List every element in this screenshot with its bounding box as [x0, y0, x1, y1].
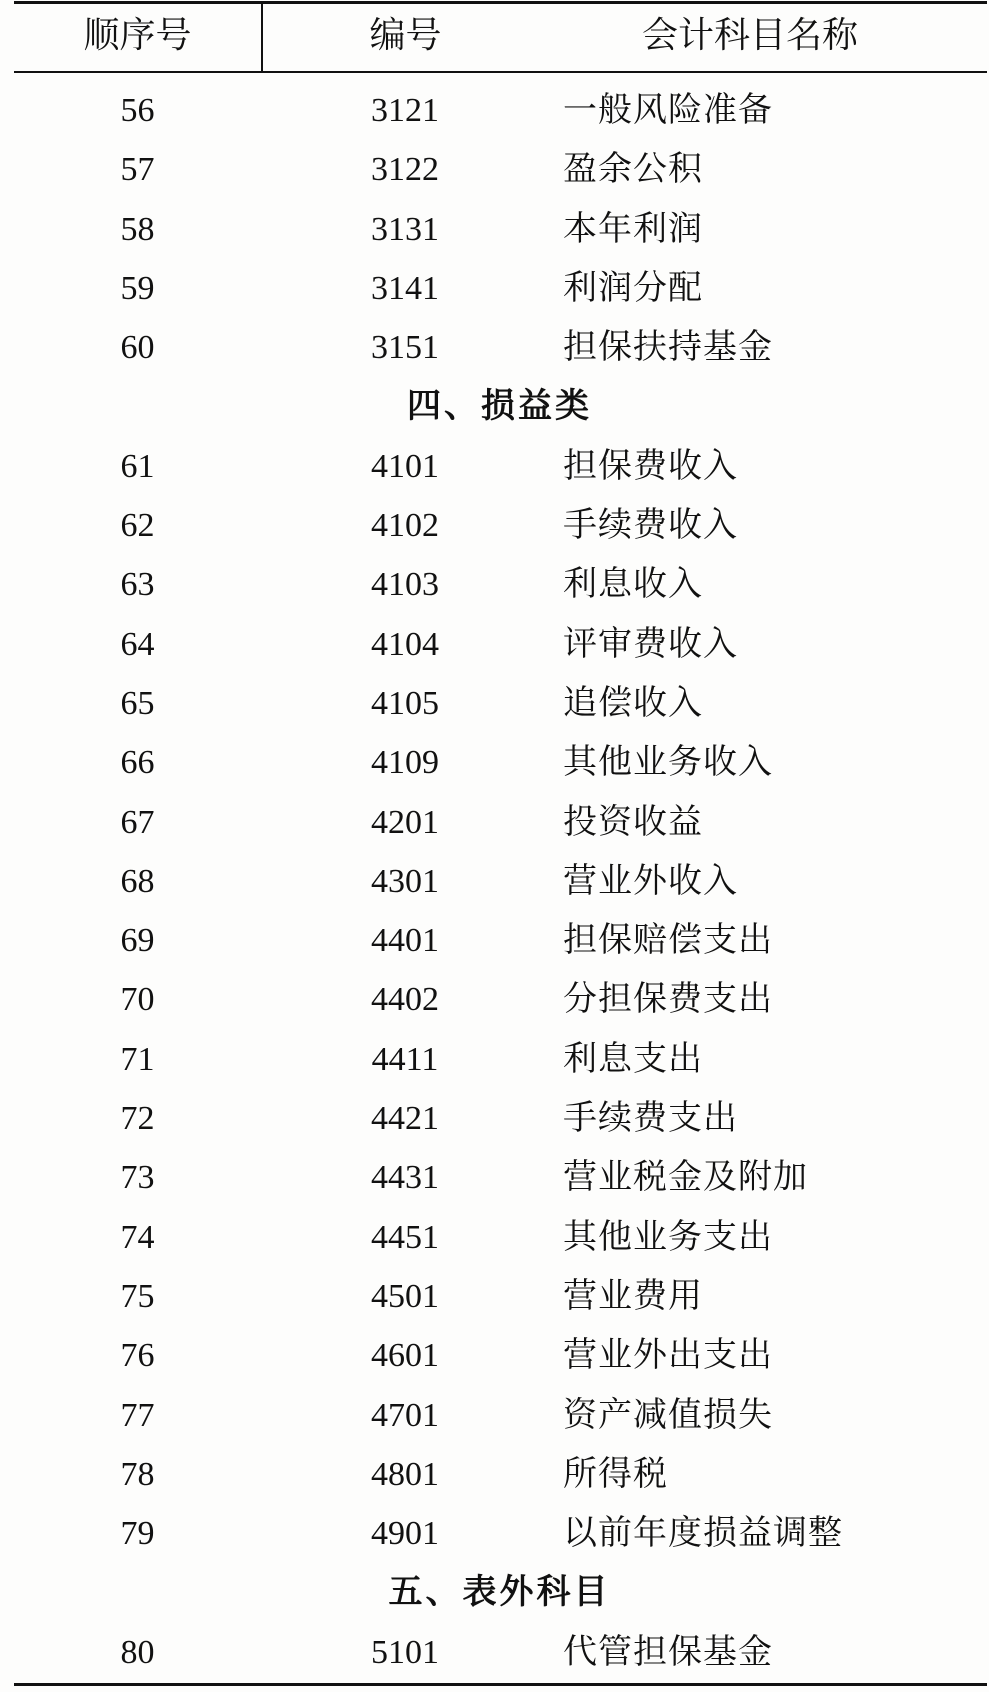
account-code-cell: 3122 [371, 151, 439, 189]
account-code-cell: 5101 [371, 1633, 439, 1671]
account-name-cell: 其他业务支出 [563, 1216, 773, 1257]
header-bottom-rule [14, 71, 987, 73]
table-row [0, 81, 989, 140]
account-name-cell: 利息收入 [563, 564, 703, 605]
account-name-cell: 评审费收入 [563, 623, 738, 664]
account-name-cell: 营业外出支出 [563, 1335, 773, 1376]
section-heading-row [0, 1563, 989, 1622]
table-row [0, 1030, 989, 1089]
table-row [0, 615, 989, 674]
sequence-number-cell: 56 [120, 92, 155, 129]
table-row [0, 140, 989, 199]
account-name-cell: 以前年度损益调整 [563, 1513, 843, 1554]
section-heading-row [0, 377, 989, 436]
account-code-cell: 3121 [371, 92, 439, 129]
sequence-number-cell: 76 [120, 1337, 155, 1375]
table-row [0, 911, 989, 970]
account-name-cell: 资产减值损失 [563, 1394, 773, 1435]
account-code-cell: 4801 [371, 1455, 439, 1493]
table-row [0, 852, 989, 911]
account-code-cell: 4301 [371, 862, 439, 900]
account-code-cell: 4701 [371, 1396, 439, 1434]
account-code-cell: 4103 [371, 566, 439, 604]
table-row [0, 970, 989, 1029]
account-code-cell: 4104 [371, 625, 439, 663]
account-name-cell: 其他业务收入 [563, 742, 773, 783]
sequence-number-cell: 66 [120, 744, 155, 782]
sequence-number-cell: 61 [120, 447, 155, 485]
table-row [0, 437, 989, 496]
account-name-cell: 手续费收入 [563, 505, 738, 546]
header-account-name: 会计科目名称 [641, 15, 858, 56]
account-name-cell: 手续费支出 [563, 1098, 738, 1139]
sequence-number-cell: 62 [120, 507, 155, 545]
account-name-cell: 营业税金及附加 [563, 1157, 808, 1198]
table-body [0, 81, 989, 1682]
table-row [0, 496, 989, 555]
sequence-number-cell: 74 [120, 1218, 155, 1256]
table-row [0, 733, 989, 792]
account-code-cell: 4105 [371, 684, 439, 722]
table-row [0, 1208, 989, 1267]
account-name-cell: 营业费用 [563, 1275, 703, 1316]
table-row [0, 793, 989, 852]
account-code-cell: 4901 [371, 1515, 439, 1553]
table-row [0, 555, 989, 614]
table-row [0, 259, 989, 318]
account-name-cell: 投资收益 [563, 801, 703, 842]
sequence-number-cell: 67 [120, 803, 155, 841]
account-code-cell: 4109 [371, 744, 439, 782]
sequence-number-cell: 69 [120, 922, 155, 960]
table-row [0, 1326, 989, 1385]
table-row [0, 200, 989, 259]
sequence-number-cell: 64 [120, 625, 155, 663]
sequence-number-cell: 72 [120, 1100, 155, 1138]
account-name-cell: 分担保费支出 [563, 979, 773, 1020]
table-row [0, 1504, 989, 1563]
account-name-cell: 利息支出 [563, 1038, 703, 1079]
account-code-cell: 3141 [371, 269, 439, 307]
sequence-number-cell: 65 [120, 684, 155, 722]
sequence-number-cell: 59 [120, 269, 155, 307]
sequence-number-cell: 77 [120, 1396, 155, 1434]
account-code-cell: 4402 [371, 981, 439, 1019]
account-code-cell: 4201 [371, 803, 439, 841]
account-name-cell: 盈余公积 [563, 149, 703, 190]
sequence-number-cell: 57 [120, 151, 155, 189]
sequence-number-cell: 68 [120, 862, 155, 900]
account-name-cell: 担保扶持基金 [563, 327, 773, 368]
account-name-cell: 利润分配 [563, 267, 703, 308]
account-name-cell: 营业外收入 [563, 860, 738, 901]
sequence-number-cell: 79 [120, 1515, 155, 1553]
sequence-number-cell: 75 [120, 1277, 155, 1315]
section-title: 四、损益类 [407, 386, 592, 427]
sequence-number-cell: 71 [120, 1040, 155, 1078]
table-row [0, 318, 989, 377]
account-code-cell: 4401 [371, 922, 439, 960]
account-code-cell: 4101 [371, 447, 439, 485]
account-code-cell: 4421 [371, 1100, 439, 1138]
account-name-cell: 所得税 [563, 1453, 668, 1494]
account-name-cell: 本年利润 [563, 208, 703, 249]
table-row [0, 1267, 989, 1326]
account-name-cell: 代管担保基金 [563, 1631, 773, 1672]
sequence-number-cell: 78 [120, 1455, 155, 1493]
table-bottom-rule [14, 1683, 987, 1686]
account-code-cell: 4501 [371, 1277, 439, 1315]
sequence-number-cell: 63 [120, 566, 155, 604]
table-row [0, 1445, 989, 1504]
account-code-cell: 4431 [371, 1159, 439, 1197]
table-row [0, 1623, 989, 1682]
table-row [0, 1148, 989, 1207]
account-code-cell: 3151 [371, 329, 439, 367]
sequence-number-cell: 60 [120, 329, 155, 367]
table-row [0, 1386, 989, 1445]
section-title: 五、表外科目 [388, 1572, 611, 1613]
account-name-cell: 一般风险准备 [563, 90, 773, 130]
account-code-cell: 4451 [371, 1218, 439, 1256]
account-code-cell: 4411 [371, 1040, 439, 1078]
sequence-number-cell: 73 [120, 1159, 155, 1197]
header-code: 编号 [369, 15, 442, 56]
table-row [0, 674, 989, 733]
sequence-number-cell: 70 [120, 981, 155, 1019]
account-code-cell: 3131 [371, 210, 439, 248]
account-code-cell: 4102 [371, 507, 439, 545]
account-name-cell: 担保赔偿支出 [563, 920, 773, 961]
account-code-cell: 4601 [371, 1337, 439, 1375]
account-name-cell: 追偿收入 [563, 682, 703, 723]
account-name-cell: 担保费收入 [563, 445, 738, 486]
table-row [0, 1089, 989, 1148]
sequence-number-cell: 80 [120, 1633, 155, 1671]
header-sequence-number: 顺序号 [83, 15, 192, 56]
sequence-number-cell: 58 [120, 210, 155, 248]
